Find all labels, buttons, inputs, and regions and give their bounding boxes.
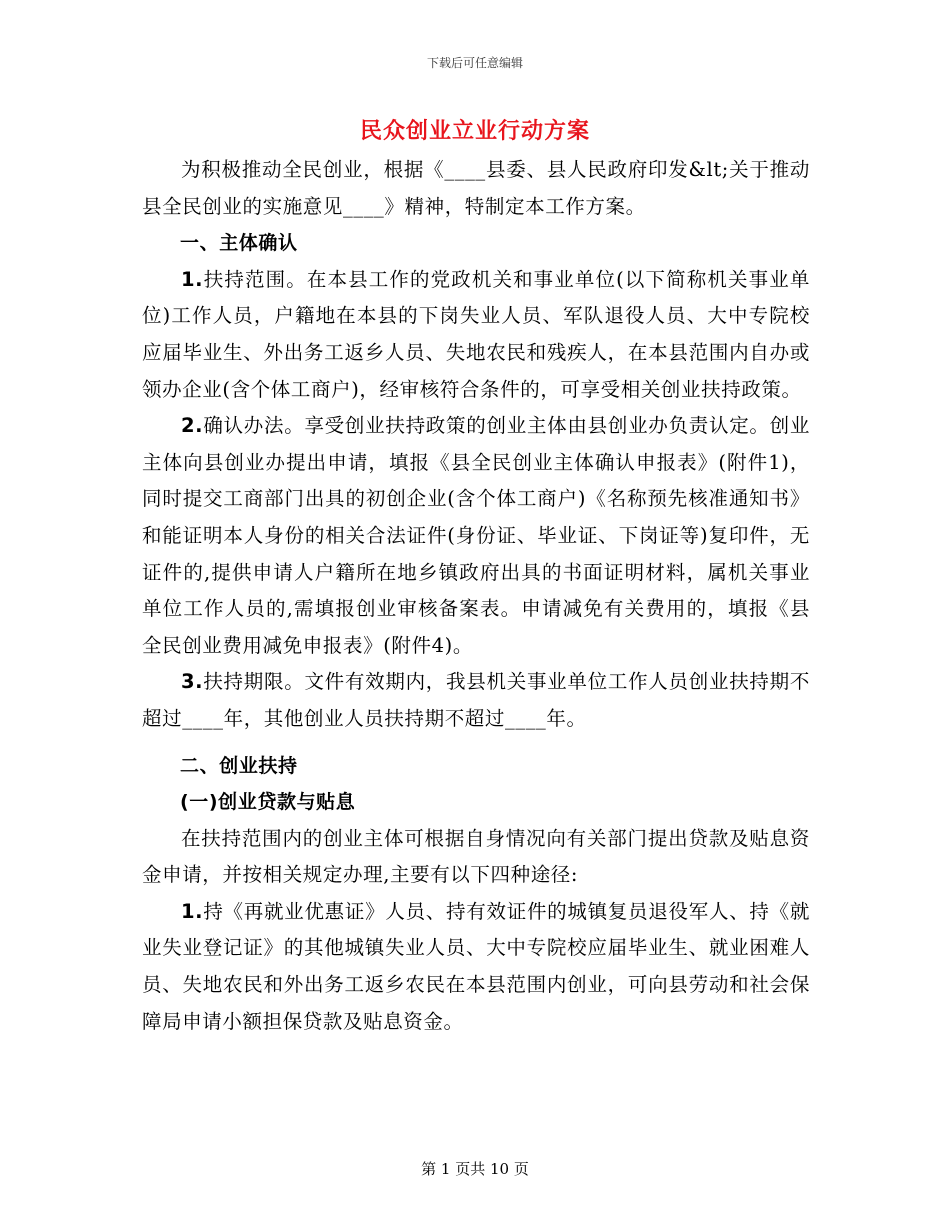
item-number: 2. (181, 414, 204, 438)
page-footer: 第 1 页共 10 页 (421, 1160, 529, 1178)
item-text: 扶持期限。文件有效期内，我县机关事业单位工作人员创业扶持期不超过____年，其他创业人员扶持期不超过____年。 (142, 670, 810, 730)
item-text: 扶持范围。在本县工作的党政机关和事业单位(以下简称机关事业单位)工作人员，户籍地在本县的下岗失业人员、军队退役人员、大中专院校应届毕业生、外出务工返乡人员、失地农民和残疾人，在本县范围内自办或领办企业(含个体工商户)，经审核符合条件的，可享受相关创业扶持政策。 (142, 267, 810, 401)
header-note: 下载后可任意编辑 (426, 56, 523, 70)
item-text: 确认办法。享受创业扶持政策的创业主体由县创业办负责认定。创业主体向县创业办提出申请，填报《县全民创业主体确认申报表》(附件1)，同时提交工商部门出具的初创企业(含个体工商户)《名称预先核准通知书》和能证明本人身份的相关合法证件(身份证、毕业证、下岗证等)复印件，无证件的,提供申请人户籍所在地乡镇政府出具的书面证明材料，属机关事业单位工作人员的,需填报创业审核备案表。申请减免有关费用的，填报《县全民创业费用减免申报表》(附件4)。 (142, 414, 810, 657)
document-body (142, 152, 810, 1040)
list-item (142, 408, 810, 664)
document-title: 民众创业立业行动方案 (359, 119, 590, 144)
section-heading-subject-confirmation: 一、主体确认 (180, 232, 298, 255)
list-item (142, 664, 810, 737)
list-item (142, 894, 810, 1040)
intro-paragraph: 为积极推动全民创业，根据《____县委、县人民政府印发&lt;关于推动县全民创业的实施意见____》精神，特制定本工作方案。 (142, 158, 810, 218)
spacer (142, 738, 810, 748)
section-heading-entrepreneurship-support: 二、创业扶持 (180, 754, 298, 777)
item-number: 1. (181, 899, 204, 923)
item-text: 持《再就业优惠证》人员、持有效证件的城镇复员退役军人、持《就业失业登记证》的其他城镇失业人员、大中专院校应届毕业生、就业困难人员、失地农民和外出务工返乡农民在本县范围内创业，可向县劳动和社会保障局申请小额担保贷款及贴息资金。 (142, 899, 810, 1033)
subsection-heading-loans: (一)创业贷款与贴息 (180, 791, 356, 814)
item-number: 3. (181, 670, 204, 694)
item-number: 1. (181, 267, 204, 291)
subsection-intro-paragraph: 在扶持范围内的创业主体可根据自身情况向有关部门提出贷款及贴息资金申请，并按相关规定办理,主要有以下四种途径: (142, 826, 810, 887)
list-item (142, 262, 810, 408)
